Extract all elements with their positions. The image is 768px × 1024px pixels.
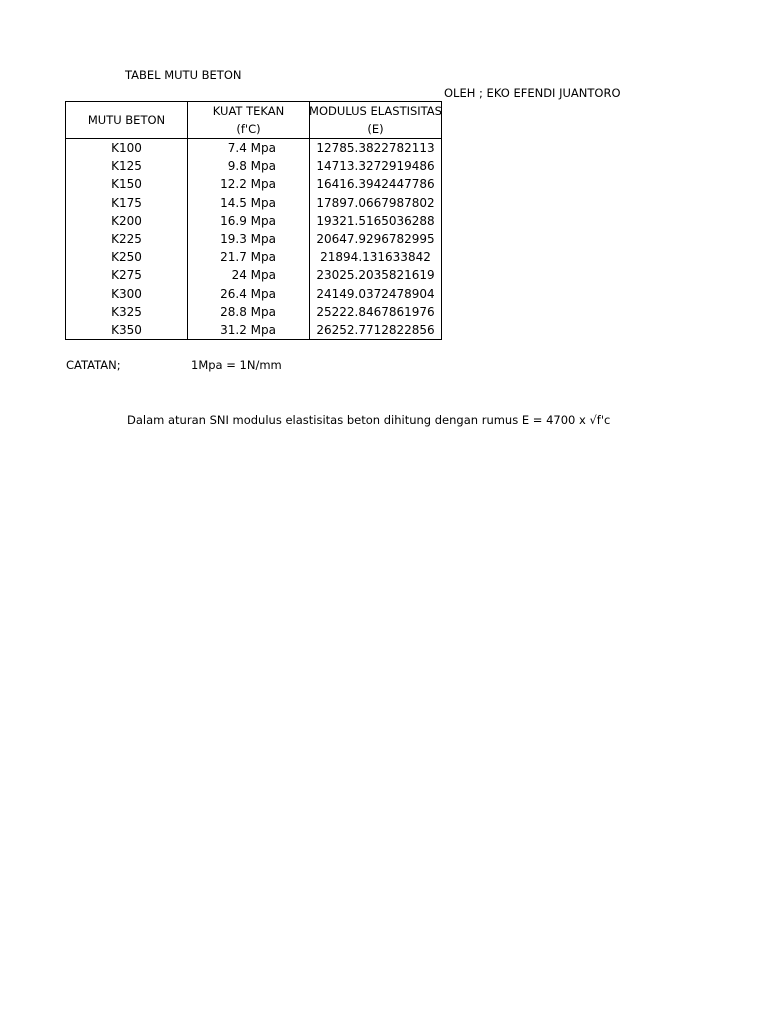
cell-mutu-beton: K150 (66, 175, 188, 193)
cell-modulus-elastisitas: 14713.3272919486 (310, 157, 442, 175)
cell-modulus-elastisitas: 16416.3942447786 (310, 175, 442, 193)
note-value: 1Mpa = 1N/mm (191, 358, 282, 372)
cell-kuat-tekan (188, 248, 310, 266)
cell-modulus-elastisitas: 19321.5165036288 (310, 212, 442, 230)
cell-kuat-tekan-value: 12.2 Mpa (220, 177, 276, 192)
document-author: OLEH ; EKO EFENDI JUANTORO (444, 86, 621, 100)
cell-kuat-tekan (188, 285, 310, 303)
table-row (66, 266, 442, 284)
cell-modulus-elastisitas: 24149.0372478904 (310, 285, 442, 303)
table-row (66, 194, 442, 212)
header-mutu-beton (66, 102, 188, 139)
cell-mutu-beton: K200 (66, 212, 188, 230)
table-row (66, 321, 442, 340)
table-row (66, 230, 442, 248)
table-row (66, 139, 442, 158)
cell-modulus-elastisitas: 20647.9296782995 (310, 230, 442, 248)
cell-mutu-beton: K225 (66, 230, 188, 248)
header-modulus-elastisitas (310, 102, 442, 139)
cell-kuat-tekan-value: 16.9 Mpa (220, 213, 276, 228)
cell-modulus-elastisitas: 23025.2035821619 (310, 266, 442, 284)
cell-kuat-tekan-value: 14.5 Mpa (220, 195, 276, 210)
cell-modulus-elastisitas: 12785.3822782113 (310, 139, 442, 158)
note-label: CATATAN; (66, 358, 121, 372)
formula-text: Dalam aturan SNI modulus elastisitas beton dihitung dengan rumus E = 4700 x √f'c (127, 413, 611, 427)
cell-mutu-beton: K250 (66, 248, 188, 266)
cell-mutu-beton: K175 (66, 194, 188, 212)
table-row (66, 285, 442, 303)
cell-modulus-elastisitas: 17897.0667987802 (310, 194, 442, 212)
header-modulus-line1: MODULUS ELASTISITAS (309, 104, 442, 118)
cell-kuat-tekan-value: 9.8 Mpa (227, 159, 276, 174)
cell-modulus-elastisitas: 26252.7712822856 (310, 321, 442, 340)
table-header-row (66, 102, 442, 139)
table-header (66, 102, 442, 139)
header-kuat-tekan (188, 102, 310, 139)
table-row (66, 175, 442, 193)
cell-kuat-tekan (188, 194, 310, 212)
cell-modulus-elastisitas: 25222.8467861976 (310, 303, 442, 321)
cell-kuat-tekan (188, 303, 310, 321)
document-title: TABEL MUTU BETON (125, 68, 242, 82)
cell-kuat-tekan-value: 21.7 Mpa (220, 250, 276, 265)
cell-kuat-tekan (188, 266, 310, 284)
header-modulus-line2: (E) (367, 122, 384, 136)
cell-kuat-tekan (188, 230, 310, 248)
cell-kuat-tekan-value: 19.3 Mpa (220, 232, 276, 247)
cell-kuat-tekan (188, 175, 310, 193)
header-kuat-line2: (f'C) (236, 122, 261, 136)
cell-kuat-tekan (188, 321, 310, 340)
cell-kuat-tekan-value: 26.4 Mpa (220, 286, 276, 301)
cell-kuat-tekan (188, 139, 310, 158)
table-row (66, 212, 442, 230)
header-mutu-label: MUTU BETON (87, 113, 166, 127)
cell-mutu-beton: K300 (66, 285, 188, 303)
header-kuat-line1: KUAT TEKAN (212, 104, 285, 118)
cell-kuat-tekan-value: 31.2 Mpa (220, 322, 276, 337)
cell-mutu-beton: K350 (66, 321, 188, 340)
cell-kuat-tekan-value: 7.4 Mpa (227, 141, 276, 156)
cell-modulus-elastisitas: 21894.131633842 (310, 248, 442, 266)
table-row (66, 157, 442, 175)
table-row (66, 303, 442, 321)
cell-mutu-beton: K325 (66, 303, 188, 321)
concrete-grade-table (65, 101, 442, 340)
cell-kuat-tekan-value: 24 Mpa (231, 268, 276, 283)
table-body (66, 139, 442, 340)
cell-kuat-tekan (188, 212, 310, 230)
cell-kuat-tekan-value: 28.8 Mpa (220, 304, 276, 319)
cell-mutu-beton: K100 (66, 139, 188, 158)
cell-mutu-beton: K275 (66, 266, 188, 284)
table-row (66, 248, 442, 266)
cell-mutu-beton: K125 (66, 157, 188, 175)
cell-kuat-tekan (188, 157, 310, 175)
